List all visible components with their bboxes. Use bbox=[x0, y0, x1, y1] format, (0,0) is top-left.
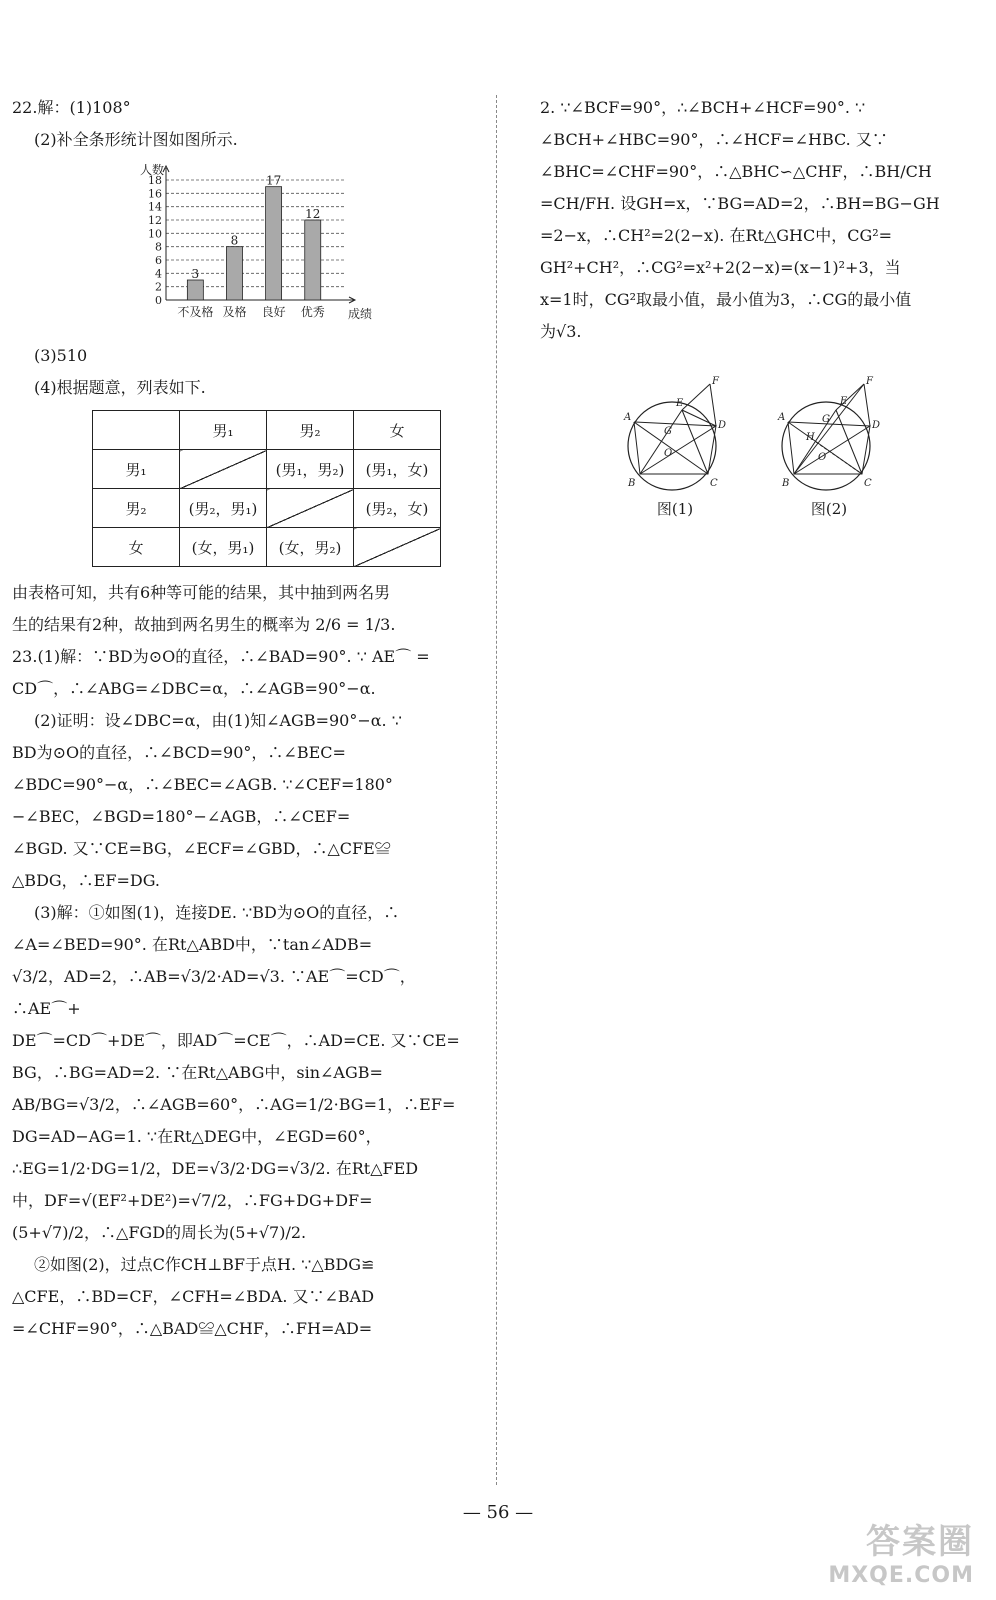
q23-line: (2)证明：设∠DBC=α，由(1)知∠AGB=90°−α. ∵ bbox=[34, 711, 402, 730]
point-label: F bbox=[712, 376, 719, 387]
x-tick-label: 优秀 bbox=[300, 305, 325, 319]
figure-1-diagram bbox=[620, 374, 730, 494]
y-tick-label: 16 bbox=[148, 187, 162, 201]
q23-solution bbox=[12, 641, 470, 1345]
watermark bbox=[828, 1514, 974, 1588]
q23-line: ∠BGD. 又∵CE=BG，∠ECF=∠GBD，∴△CFE≌ bbox=[12, 839, 391, 858]
point-label: D bbox=[718, 420, 727, 431]
y-tick-label: 14 bbox=[148, 200, 162, 214]
table-cell: (男₂，男₁) bbox=[180, 489, 267, 528]
y-tick-label: 12 bbox=[148, 214, 162, 227]
point-label: O bbox=[664, 448, 673, 459]
point-label: A bbox=[624, 412, 632, 423]
table-cell: 女 bbox=[354, 411, 441, 450]
point-label: E bbox=[676, 398, 684, 409]
point-label: C bbox=[864, 478, 872, 489]
q23-cont-line: ∠BHC=∠CHF=90°，∴△BHC∽△CHF，∴BH/CH bbox=[540, 162, 932, 181]
point-label: E bbox=[840, 396, 848, 407]
table-cell: 男₂ bbox=[267, 411, 354, 450]
table-cell: (女，男₂) bbox=[267, 528, 354, 567]
watermark-logo-text: 答案圈 bbox=[866, 1522, 974, 1562]
q23-line: CD⌒，∴∠ABG=∠DBC=α，∴∠AGB=90°−α. bbox=[12, 679, 376, 698]
point-label: D bbox=[872, 420, 881, 431]
x-tick-label: 不及格 bbox=[177, 305, 214, 319]
q23-line: 23.(1)解：∵BD为⊙O的直径，∴∠BAD=90°. ∵ AE⌒ = bbox=[12, 647, 430, 666]
geometry-figures bbox=[620, 374, 982, 519]
table-cell: 男₁ bbox=[93, 450, 180, 489]
q23-cont-line: GH²+CH²，∴CG²=x²+2(2−x)=(x−1)²+3，当 bbox=[540, 258, 901, 277]
bar-value-label: 17 bbox=[265, 173, 282, 188]
figure-1 bbox=[620, 374, 730, 519]
x-tick-label: 及格 bbox=[222, 305, 247, 319]
point-label: A bbox=[778, 412, 786, 423]
q22-part2: (2)补全条形统计图如图所示. bbox=[34, 130, 238, 149]
q23-cont-line: ∠BCH+∠HBC=90°，∴∠HCF=∠HBC. 又∵ bbox=[540, 130, 888, 149]
y-tick-label: 4 bbox=[155, 267, 162, 281]
table-cell: (男₂，女) bbox=[354, 489, 441, 528]
y-tick-label: 2 bbox=[155, 280, 162, 294]
table-cell: 男₁ bbox=[180, 411, 267, 450]
column-divider bbox=[496, 95, 497, 1485]
point-label: H bbox=[806, 432, 815, 443]
q23-cont-line: 2. ∵∠BCF=90°，∴∠BCH+∠HCF=90°. ∵ bbox=[540, 98, 866, 117]
bar bbox=[305, 220, 321, 300]
table-header-row bbox=[93, 411, 441, 450]
figure-2 bbox=[774, 374, 884, 519]
figure-2-diagram bbox=[774, 374, 884, 494]
point-label: F bbox=[866, 376, 873, 387]
point-label: B bbox=[628, 478, 636, 489]
q23-line: ②如图(2)，过点C作CH⊥BF于点H. ∵△BDG≌ bbox=[34, 1255, 375, 1274]
q23-cont-line: x=1时，CG²取最小值，最小值为3，∴CG的最小值 bbox=[540, 290, 912, 309]
q23-line: BD为⊙O的直径，∴∠BCD=90°，∴∠BEC= bbox=[12, 743, 346, 762]
point-label: G bbox=[664, 426, 672, 437]
y-axis-label: 人数 bbox=[140, 163, 165, 177]
q23-cont-line: 为√3. bbox=[540, 322, 582, 341]
q23-line: △BDG，∴EF=DG. bbox=[12, 871, 160, 890]
bar-value-label: 3 bbox=[191, 267, 200, 281]
q23-line: (5+√7)/2，∴△FGD的周长为(5+√7)/2. bbox=[12, 1223, 307, 1242]
q23-line: ∴EG=1/2·DG=1/2，DE=√3/2·DG=√3/2. 在Rt△FED bbox=[12, 1159, 419, 1178]
q23-line: AB/BG=√3/2，∴∠AGB=60°，∴AG=1/2·BG=1，∴EF= bbox=[12, 1095, 456, 1114]
figure-1-caption: 图(1) bbox=[656, 500, 694, 518]
table-cell-diagonal bbox=[267, 489, 354, 528]
point-label: C bbox=[710, 478, 718, 489]
table-cell: (男₁，男₂) bbox=[267, 450, 354, 489]
q23-line: △CFE，∴BD=CF，∠CFH=∠BDA. 又∵∠BAD bbox=[12, 1287, 375, 1306]
table-row bbox=[93, 528, 441, 567]
q23-line: √3/2，AD=2，∴AB=√3/2·AD=√3. ∵AE⌒=CD⌒，∴AE⌒+ bbox=[12, 967, 416, 1018]
table-row bbox=[93, 489, 441, 528]
bar bbox=[226, 247, 242, 300]
table-cell: (男₁，女) bbox=[354, 450, 441, 489]
y-tick-label: 8 bbox=[155, 240, 162, 254]
table-cell-diagonal bbox=[354, 528, 441, 567]
point-label: B bbox=[782, 478, 790, 489]
q23-line: BG，∴BG=AD=2. ∵在Rt△ABG中，sin∠AGB= bbox=[12, 1063, 383, 1082]
q22-part3: (3)510 bbox=[34, 346, 88, 365]
point-label: O bbox=[818, 452, 827, 463]
table-cell: 男₂ bbox=[93, 489, 180, 528]
bar-value-label: 12 bbox=[305, 207, 321, 221]
q23-line: DG=AD−AG=1. ∵在Rt△DEG中，∠EGD=60°， bbox=[12, 1127, 382, 1146]
q23-cont-line: =2−x，∴CH²=2(2−x). 在Rt△GHC中，CG²= bbox=[540, 226, 893, 245]
x-axis-label: 成绩 bbox=[348, 307, 372, 321]
left-column bbox=[12, 92, 470, 1345]
probability-table bbox=[92, 410, 441, 567]
table-cell: 女 bbox=[93, 528, 180, 567]
table-cell: (女，男₁) bbox=[180, 528, 267, 567]
q23-line: (3)解：①如图(1)，连接DE. ∵BD为⊙O的直径，∴ bbox=[34, 903, 400, 922]
table-cell bbox=[93, 411, 180, 450]
table-row bbox=[93, 450, 441, 489]
q23-line: =∠CHF=90°，∴△BAD≌△CHF，∴FH=AD= bbox=[12, 1319, 373, 1338]
bar-chart bbox=[132, 162, 372, 332]
q22-conclusion-1: 由表格可知，共有6种等可能的结果，其中抽到两名男 bbox=[12, 583, 391, 602]
q23-line: 中，DF=√(EF²+DE²)=√7/2，∴FG+DG+DF= bbox=[12, 1191, 373, 1210]
q23-line: DE⌒=CD⌒+DE⌒，即AD⌒=CE⌒，∴AD=CE. 又∵CE= bbox=[12, 1031, 460, 1050]
page-number: — 56 — bbox=[462, 1502, 534, 1523]
y-tick-label: 6 bbox=[155, 254, 162, 267]
bar bbox=[266, 187, 282, 300]
watermark-url: MXQE.COM bbox=[828, 1563, 974, 1588]
q22-title: 22.解：(1)108° bbox=[12, 98, 131, 117]
y-tick-label: 0 bbox=[155, 294, 162, 307]
point-label: G bbox=[822, 414, 830, 425]
q23-line: −∠BEC，∠BGD=180°−∠AGB，∴∠CEF= bbox=[12, 807, 351, 826]
table-cell-diagonal bbox=[180, 450, 267, 489]
x-tick-label: 良好 bbox=[261, 305, 286, 319]
right-column bbox=[540, 92, 982, 519]
figure-2-caption: 图(2) bbox=[810, 500, 848, 518]
q23-cont-line: =CH/FH. 设GH=x，∵BG=AD=2，∴BH=BG−GH bbox=[540, 194, 940, 213]
bar-value-label: 8 bbox=[230, 233, 239, 248]
bar bbox=[187, 280, 203, 300]
q22-part4: (4)根据题意，列表如下. bbox=[34, 378, 206, 397]
y-tick-label: 10 bbox=[148, 227, 162, 241]
q23-line: ∠BDC=90°−α，∴∠BEC=∠AGB. ∵∠CEF=180° bbox=[12, 775, 393, 794]
q23-line: ∠A=∠BED=90°. 在Rt△ABD中，∵tan∠ADB= bbox=[12, 935, 373, 954]
q22-conclusion-2: 生的结果有2种，故抽到两名男生的概率为 2/6 = 1/3. bbox=[12, 615, 396, 634]
y-tick-label: 18 bbox=[148, 174, 162, 187]
